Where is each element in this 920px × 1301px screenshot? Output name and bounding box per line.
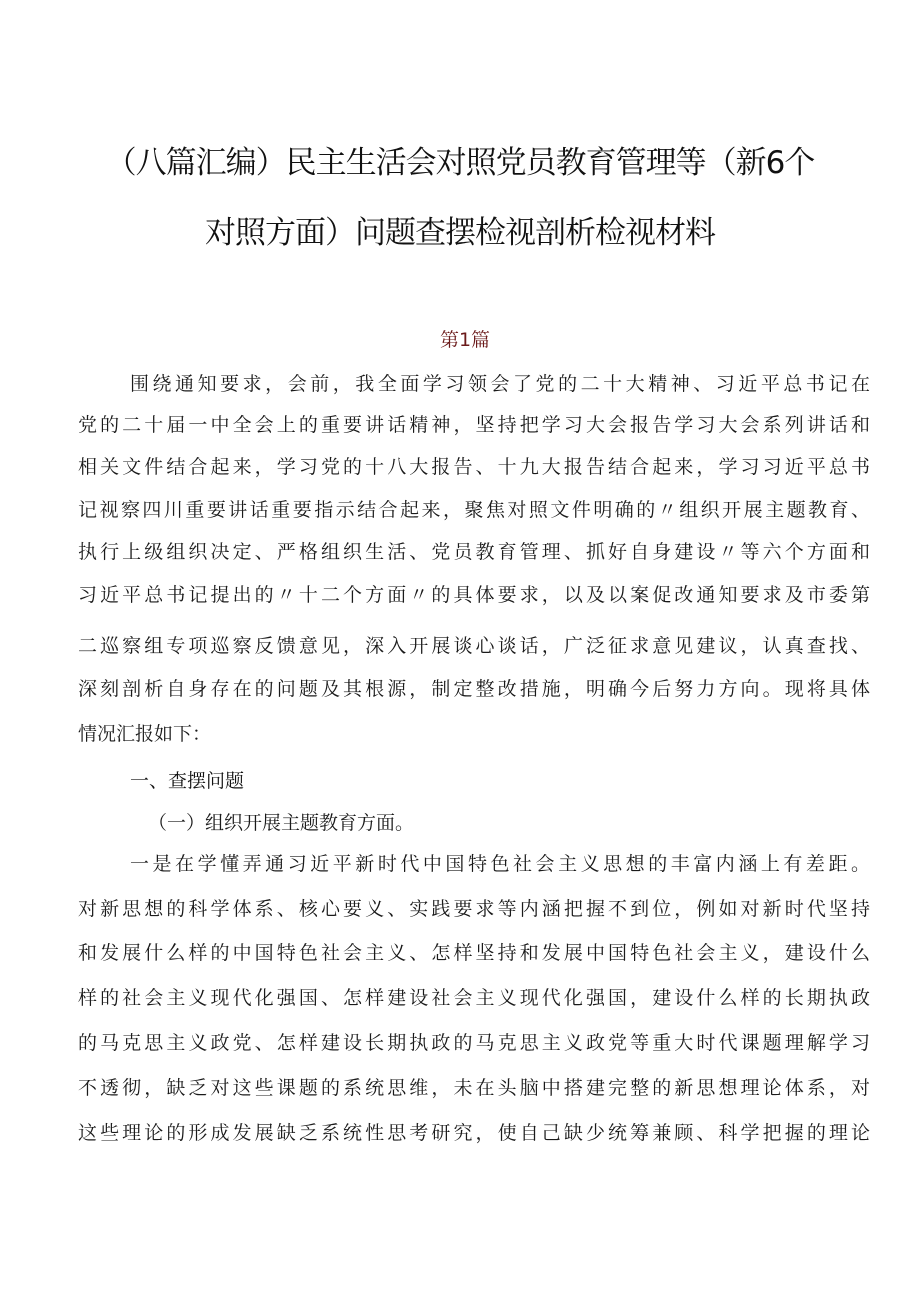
body-line: 这些理论的形成发展缺乏系统性思考研究，使自己缺少统筹兼顾、科学把握的理论 [78, 1122, 870, 1144]
section-heading: 一、查摆问题 [130, 770, 245, 792]
intro-line: 深刻剖析自身存在的问题及其根源，制定整改措施，明确今后努力方向。现将具体 [78, 678, 870, 700]
intro-line: 情况汇报如下： [78, 723, 212, 745]
intro-line: 记视察四川重要讲话重要指示结合起来，聚焦对照文件明确的〃组织开展主题教育、 [78, 499, 870, 521]
intro-line: 党的二十届一中全会上的重要讲话精神，坚持把学习大会报告学习大会系列讲话和 [78, 414, 870, 436]
chapter-heading: 第1篇 [439, 329, 491, 351]
body-line: 样的社会主义现代化强国、怎样建设社会主义现代化强国，建设什么样的长期执政 [78, 987, 870, 1009]
body-line: 一是在学懂弄通习近平新时代中国特色社会主义思想的丰富内涵上有差距。 [130, 853, 870, 875]
body-line: 对新思想的科学体系、核心要义、实践要求等内涵把握不到位，例如对新时代坚持 [78, 898, 870, 920]
intro-line: 执行上级组织决定、严格组织生活、党员教育管理、抓好自身建设〃等六个方面和 [78, 541, 870, 563]
subsection-heading: （一）组织开展主题教育方面。 [148, 812, 415, 834]
body-line: 和发展什么样的中国特色社会主义、怎样坚持和发展中国特色社会主义，建设什么 [78, 942, 870, 964]
body-line: 的马克思主义政党、怎样建设长期执政的马克思主义政党等重大时代课题理解学习 [78, 1032, 870, 1054]
document-title-line-1: （八篇汇编）民主生活会对照党员教育管理等（新6个 [105, 145, 815, 181]
body-line: 不透彻，缺乏对这些课题的系统思维，未在头脑中搭建完整的新思想理论体系，对 [78, 1077, 870, 1099]
intro-line: 二巡察组专项巡察反馈意见，深入开展谈心谈话，广泛征求意见建议，认真查找、 [78, 635, 870, 657]
intro-line: 围绕通知要求，会前，我全面学习领会了党的二十大精神、习近平总书记在 [130, 373, 870, 395]
intro-line: 相关文件结合起来，学习党的十八大报告、十九大报告结合起来，学习习近平总书 [78, 456, 870, 478]
document-title-line-2: 对照方面）问题查摆检视剖析检视材料 [205, 215, 715, 251]
intro-line: 习近平总书记提出的〃十二个方面〃的具体要求，以及以案促改通知要求及市委第 [78, 584, 870, 606]
